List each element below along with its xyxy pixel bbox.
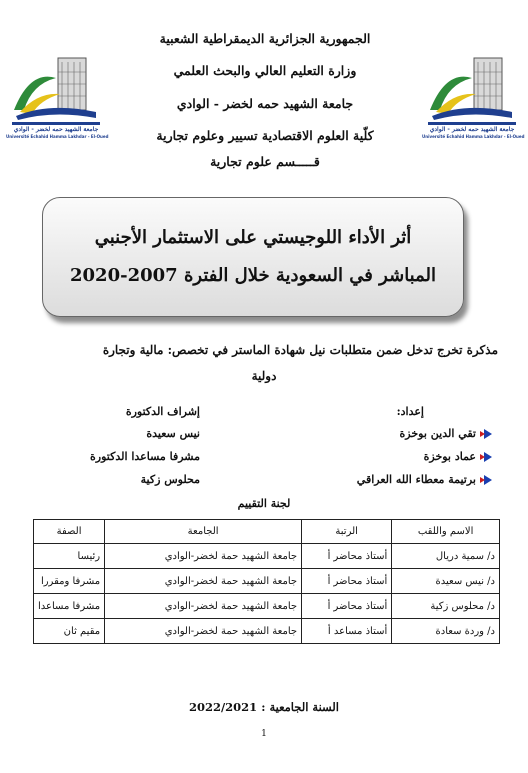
member-name: د/ وردة سعادة [392, 619, 500, 644]
header-republic: الجمهورية الجزائرية الديمقراطية الشعبية [159, 31, 371, 46]
arrow-bullet-icon [480, 452, 492, 462]
prepared-by-label: إعداد: [396, 405, 424, 418]
table-row [34, 569, 500, 594]
table-row [34, 594, 500, 619]
thesis-title-box [42, 197, 464, 317]
student-name: برتيمة معطاء الله العراقي [356, 473, 476, 486]
arrow-bullet-icon [480, 429, 492, 439]
thesis-title-line1: أثر الأداء اللوجيستي على الاستثمار الأجنبي [94, 227, 412, 248]
column-header: الاسم واللقب [392, 520, 500, 544]
committee-title: لجنة التقييم [237, 497, 291, 510]
member-name: د/ محلوس زكية [392, 594, 500, 619]
member-rank: أستاذ محاضر أ [302, 544, 392, 569]
table-row [34, 619, 500, 644]
student-name: عماد بوخزة [423, 450, 476, 463]
page-number: 1 [261, 729, 267, 739]
member-role: مشرفا ومقررا [34, 569, 105, 594]
member-university: جامعة الشهيد حمة لخضر-الوادي [105, 544, 302, 569]
university-logo-right [422, 52, 525, 144]
academic-year: السنة الجامعية : 2022/2021 [188, 700, 340, 714]
logo-text-ar: جامعة الشهيد حمه لخضر - الوادي [429, 126, 515, 133]
supervisor-name: نيس سعيدة [146, 427, 200, 440]
student-item [400, 427, 492, 440]
member-rank: أستاذ مساعد أ [302, 619, 392, 644]
header-university: جامعة الشهيد حمه لخضر - الوادي [176, 96, 354, 111]
header-department: قـــــسم علوم تجارية [210, 154, 320, 169]
logo-text-fr: Université Echahid Hamma Lakhdar - El-Oued [422, 134, 525, 139]
member-name: د/ سمية دريال [392, 544, 500, 569]
table-row [34, 544, 500, 569]
table-header-row [34, 520, 500, 544]
member-rank: أستاذ محاضر أ [302, 569, 392, 594]
member-rank: أستاذ محاضر أ [302, 594, 392, 619]
member-role: رئيسا [34, 544, 105, 569]
logo-text-fr: Université Echahid Hamma Lakhdar - El-Oued [6, 134, 109, 139]
memo-description: مذكرة تخرج تدخل ضمن متطلبات نيل شهادة الماستر في تخصص: مالية وتجارة [102, 343, 498, 357]
header-ministry: وزارة التعليم العالي والبحث العلمي [173, 63, 357, 78]
column-header: الرتبة [302, 520, 392, 544]
member-university: جامعة الشهيد حمة لخضر-الوادي [105, 569, 302, 594]
university-logo-left [6, 52, 109, 144]
memo-description-cont: دولية [251, 369, 277, 383]
co-supervisor-label: مشرفا مساعدا الدكتورة [90, 450, 200, 463]
supervisor-label: إشراف الدكتورة [125, 405, 200, 418]
student-name: تقي الدين بوخزة [399, 427, 476, 440]
member-role: مشرفا مساعدا [34, 594, 105, 619]
student-item [357, 473, 492, 486]
member-university: جامعة الشهيد حمة لخضر-الوادي [105, 594, 302, 619]
header-faculty: كلّية العلوم الاقتصادية تسيير وعلوم تجارية [156, 128, 374, 143]
member-name: د/ نيس سعيدة [392, 569, 500, 594]
column-header: الصفة [34, 520, 105, 544]
logo-text-ar: جامعة الشهيد حمه لخضر - الوادي [13, 126, 99, 133]
arrow-bullet-icon [480, 475, 492, 485]
thesis-title-line2: المباشر في السعودية خلال الفترة 2007-2020 [70, 265, 436, 286]
co-supervisor-name: محلوس زكية [140, 473, 200, 486]
student-item [424, 450, 492, 463]
member-university: جامعة الشهيد حمة لخضر-الوادي [105, 619, 302, 644]
column-header: الجامعة [105, 520, 302, 544]
committee-table [33, 519, 500, 644]
member-role: مقيم ثان [34, 619, 105, 644]
